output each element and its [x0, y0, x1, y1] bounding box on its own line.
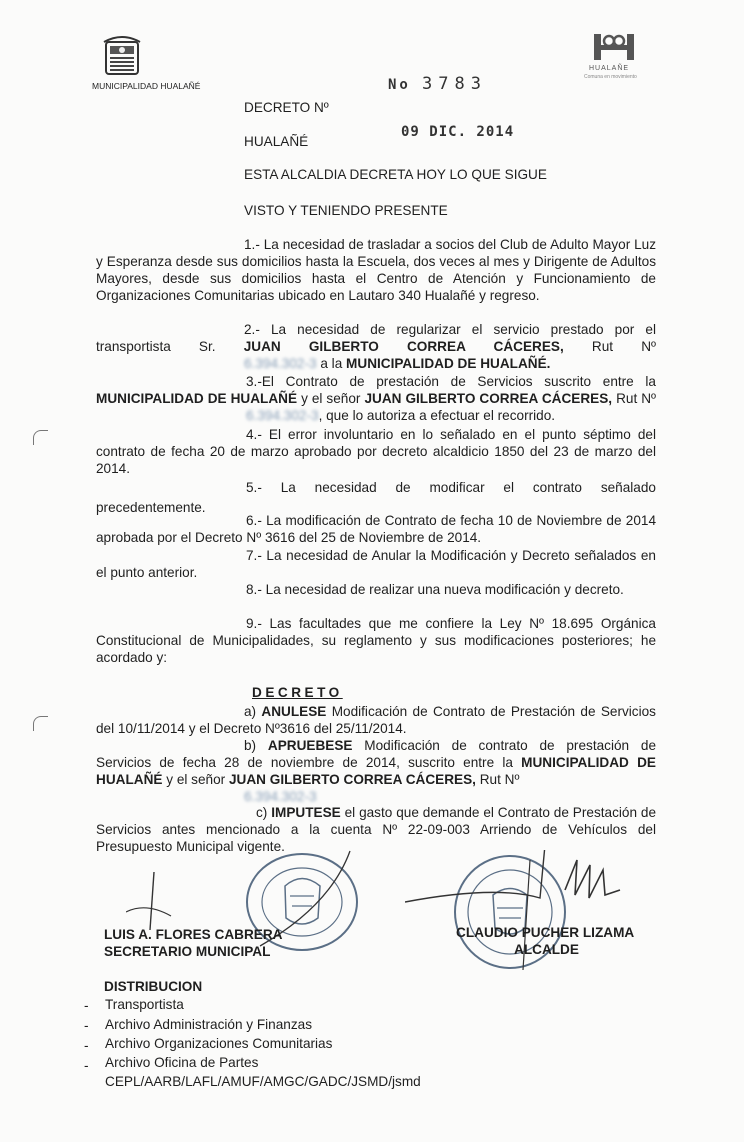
municipality-name: MUNICIPALIDAD DE HUALAÑÉ — [96, 755, 656, 787]
item-b-text: Modificación de contrato de prestación de Servicios de fecha 28 de noviembre de 2014, suscrito entre la — [96, 738, 657, 770]
municipal-crest-logo — [100, 34, 144, 78]
municipality-name: MUNICIPALIDAD DE HUALAÑÉ — [96, 391, 298, 406]
considerando-2-text: 2.- La necesidad de regularizar el servicio prestado por el transportista Sr. — [96, 322, 656, 354]
item-c-label: c) — [256, 805, 268, 820]
considerando-8: 8.- La necesidad de realizar una nueva modificación y decreto. — [246, 582, 624, 597]
item-c-verb: IMPUTESE — [271, 805, 341, 820]
considerando-1: 1.- La necesidad de trasladar a socios del Club de Adulto Mayor Luz y Esperanza desde sus domicilios hasta la Escuela, dos veces al mes y Dirigente de Adultos Mayores, desde sus domicilios hasta el Centro de Atención y Funcionamiento de Organizaciones Comunitarias ubicado en Lautaro 340 Hualañé y regreso. — [96, 237, 656, 303]
visto-line: VISTO Y TENIENDO PRESENTE — [244, 203, 448, 218]
considerando-5: 5.- La necesidad de modificar el contrato señalado precedentemente. — [96, 480, 656, 515]
rut-label: Rut Nº — [479, 772, 520, 787]
decreto-item-b — [96, 737, 656, 805]
decreto-number-label: DECRETO Nº — [244, 100, 329, 115]
date-stamp: 09 DIC. 2014 — [401, 124, 515, 140]
hualane-logo-name: HUALAÑE — [589, 65, 630, 72]
considerando-4: 4.- El error involuntario en lo señalado en el punto séptimo del contrato de fecha 20 de marzo aprobado por decreto alcaldicio 1850 del 23 de marzo del 2014. — [96, 427, 656, 476]
municipality-name: MUNICIPALIDAD DE HUALAÑÉ. — [346, 356, 551, 371]
decreto-item-a — [96, 703, 656, 737]
distribution-item: Transportista — [105, 997, 184, 1012]
considerando-3 — [96, 373, 656, 424]
item-b-mid: y el señor — [166, 772, 226, 787]
item-b-label: b) — [244, 738, 257, 753]
list-bullet: - — [84, 998, 89, 1013]
rut-value-redacted: 6.394.302-3 — [244, 356, 317, 371]
considerando-3-text: 3.-El Contrato de prestación de Servicios suscrito entre la — [246, 374, 656, 389]
item-a-verb: ANULESE — [261, 704, 327, 719]
transportista-name: JUAN GILBERTO CORREA CÁCERES, — [364, 391, 613, 406]
secretary-signature — [126, 872, 186, 932]
decreto-item-c — [96, 804, 656, 855]
distribution-item: Archivo Oficina de Partes — [105, 1055, 259, 1070]
considerando-6: 6.- La modificación de Contrato de fecha 10 de Noviembre de 2014 aprobada por el Decreto Nº 3616 del 25 de Noviembre de 2014. — [96, 513, 656, 545]
distribution-heading: DISTRIBUCION — [104, 979, 203, 994]
alcalde-name: CLAUDIO PUCHER LIZAMA — [456, 925, 635, 940]
punch-hole-mark — [33, 430, 48, 445]
item-b-verb: APRUEBESE — [267, 738, 353, 753]
rut-label: Rut Nº — [616, 391, 656, 406]
place-name: HUALAÑÉ — [244, 134, 309, 149]
item-c-text: el gasto que demande el Contrato de Prestación de Servicios antes mencionado a la cuenta Nº 22-09-003 Arriendo de Vehículos del Presupuesto Municipal vigente. — [96, 805, 657, 854]
hualane-logo — [592, 30, 636, 64]
list-bullet: - — [84, 1038, 89, 1053]
alcalde-title: ALCALDE — [514, 942, 579, 957]
secretary-title: SECRETARIO MUNICIPAL — [104, 944, 271, 959]
decreto-heading: DECRETO — [252, 685, 343, 700]
item-a-text: Modificación de Contrato de Prestación de Servicios del 10/11/2014 y el Decreto Nº3616 del 25/11/2014. — [96, 704, 656, 736]
considerando-3-mid: y el señor — [301, 391, 361, 406]
alcaldia-decreta-line: ESTA ALCALDIA DECRETA HOY LO QUE SIGUE — [244, 167, 547, 182]
municipality-name-left: MUNICIPALIDAD HUALAÑÉ — [92, 81, 201, 91]
distribution-initials: CEPL/AARB/LAFL/AMUF/AMGC/GADC/JSMD/jsmd — [105, 1074, 421, 1089]
distribution-item: Archivo Administración y Finanzas — [105, 1017, 313, 1032]
decree-number-stamp: 3783 — [422, 74, 487, 94]
rut-label: Rut Nº — [591, 339, 656, 354]
considerando-2 — [96, 321, 656, 372]
secretary-name: LUIS A. FLORES CABRERA — [104, 927, 283, 942]
rut-value-redacted: 6.394.302-3 — [244, 789, 317, 804]
considerando-3-tail: , que lo autoriza a efectuar el recorrido. — [318, 408, 556, 423]
hualane-logo-tagline: Comuna en movimiento — [584, 74, 637, 80]
item-a-label: a) — [244, 704, 257, 719]
distribution-item: Archivo Organizaciones Comunitarias — [105, 1036, 333, 1051]
rut-value-redacted: 6.394.302-3 — [246, 408, 319, 423]
considerando-2-tail: a la — [320, 356, 343, 371]
transportista-name: JUAN GILBERTO CORREA CÁCERES, — [243, 339, 564, 354]
decree-number-prefix: No — [388, 77, 411, 93]
list-bullet: - — [84, 1058, 89, 1073]
considerando-7: 7.- La necesidad de Anular la Modificación y Decreto señalados en el punto anterior. — [96, 548, 656, 580]
list-bullet: - — [84, 1018, 89, 1033]
punch-hole-mark — [33, 716, 48, 731]
considerando-9: 9.- Las facultades que me confiere la Ley Nº 18.695 Orgánica Constitucional de Municipalidades, su reglamento y sus modificaciones posteriores; he acordado y: — [96, 616, 656, 665]
transportista-name: JUAN GILBERTO CORREA CÁCERES, — [228, 772, 476, 787]
